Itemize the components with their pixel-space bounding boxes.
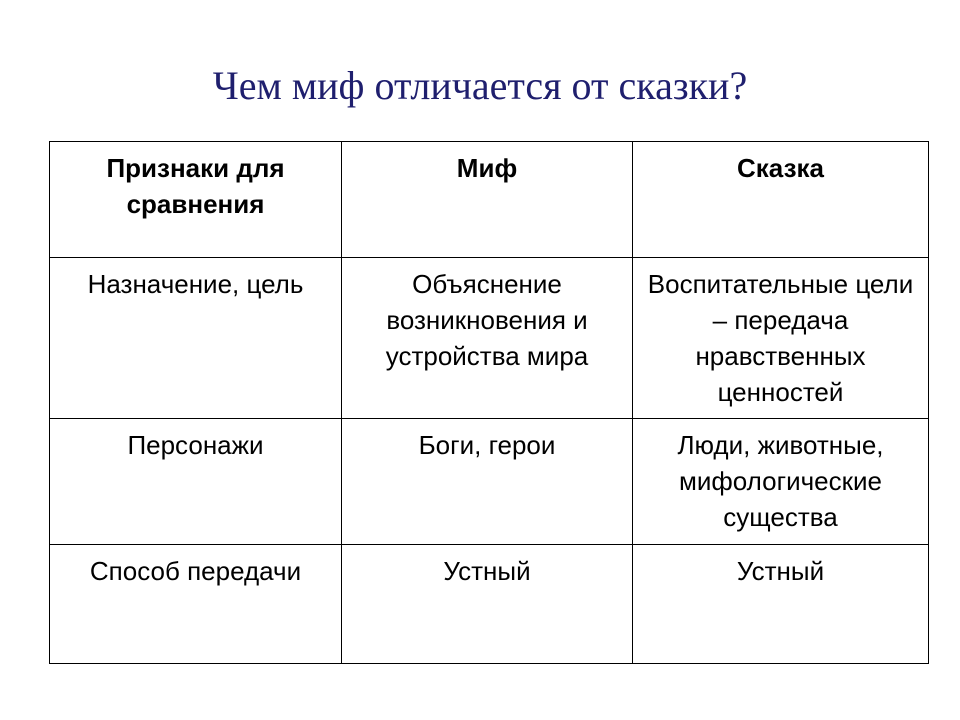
- cell-myth: Объяснение возникновения и устройства мира: [342, 258, 633, 419]
- cell-feature: Способ передачи: [50, 545, 342, 664]
- cell-tale: Люди, животные, мифологические существа: [633, 419, 929, 545]
- table-header-row: [50, 142, 929, 258]
- slide-title: [0, 62, 960, 109]
- cell-myth: Боги, герои: [342, 419, 633, 545]
- cell-tale: Воспитательные цели – передача нравственных ценностей: [633, 258, 929, 419]
- cell-feature: Назначение, цель: [50, 258, 342, 419]
- header-myth: Миф: [342, 142, 633, 258]
- header-tale: Сказка: [633, 142, 929, 258]
- table-row: [50, 545, 929, 664]
- comparison-table: [49, 141, 929, 664]
- header-features: Признаки для сравнения: [50, 142, 342, 258]
- table-row: [50, 419, 929, 545]
- cell-feature: Персонажи: [50, 419, 342, 545]
- cell-myth: Устный: [342, 545, 633, 664]
- slide-title-text: Чем миф отличается от сказки?: [212, 63, 748, 108]
- cell-tale: Устный: [633, 545, 929, 664]
- table-row: [50, 258, 929, 419]
